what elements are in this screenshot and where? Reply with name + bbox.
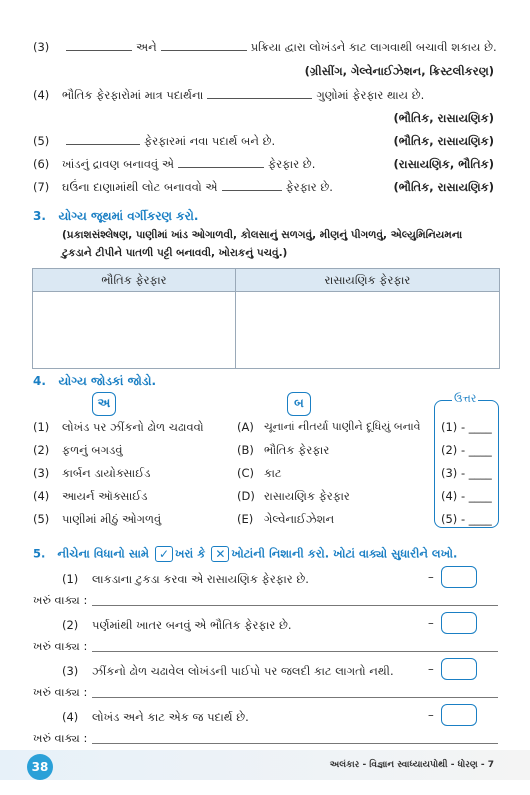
true-false-box[interactable] [441,612,477,634]
true-false-box[interactable] [441,566,477,588]
q5-line: ફેરફારમાં નવા પદાર્થ બને છે. [62,134,275,149]
q3-number: (3) [33,40,50,54]
answer-line[interactable] [92,743,498,744]
q3-blank-2[interactable] [161,49,247,51]
answer-line[interactable] [92,651,498,652]
answer-slot[interactable]: (2) - ____ [441,443,492,457]
statement-number: (4) [62,710,79,724]
answer-slot[interactable]: (1) - ____ [441,420,492,434]
statement-number: (1) [62,572,79,586]
dash: – [428,662,434,676]
header-chemical-change: રાસાયણિક ફેરફાર [235,269,499,292]
tick-icon: ✓ [155,546,173,562]
correct-sentence-label: ખરું વાક્ય : [33,639,88,653]
correct-sentence-label: ખરું વાક્ય : [33,731,88,745]
answer-slot[interactable]: (5) - ____ [441,512,492,526]
cross-icon: ✕ [211,546,229,562]
answer-line[interactable] [92,697,498,698]
q4-number: (4) [33,88,50,102]
q5-number: (5) [33,134,50,148]
statement-text: પર્ણમાંથી ખાતર બનવું એ ભૌતિક ફેરફાર છે. [92,618,292,632]
page-number: 38 [27,754,53,780]
q3-line: અને પ્રક્રિયા દ્વારા લોખંડને કાટ લાગવાથી બચાવી શકાય છે. [62,40,497,55]
dash: – [428,708,434,722]
q4-line: ભૌતિક ફેરફારોમાં માત્ર પદાર્થના ગુણોમાં ફેરફાર થાય છે. [62,88,425,102]
section-3-heading: 3. યોગ્ય જૂથમાં વર્ગીકરણ કરો. [33,209,199,223]
true-false-box[interactable] [441,658,477,680]
statement-number: (3) [62,664,79,678]
q6-blank[interactable] [178,166,264,168]
answer-line[interactable] [92,605,498,606]
answer-slot[interactable]: (3) - ____ [441,466,492,480]
physical-change-cell[interactable] [33,292,236,369]
statement-number: (2) [62,618,79,632]
q5-options: (ભૌતિક, રાસાયણિક) [393,134,494,148]
q6-line: ખાંડનું દ્રાવણ બનાવવું એ ફેરફાર છે. [62,157,316,171]
dash: – [428,616,434,630]
section-5-heading: 5. નીચેના વિધાનો સામે ✓ ખરાં કે ✕ ખોટાંની નિશાની કરો. ખોટાં વાક્યો સુધારીને લખો. [33,546,458,561]
column-b-label: બ [287,392,311,416]
q5-blank[interactable] [66,143,140,145]
section-4-heading: 4. યોગ્ય જોડકાં જોડો. [33,374,157,388]
correct-sentence-label: ખરું વાક્ય : [33,593,88,607]
section-3-items-line1: (પ્રકાશસંશ્લેષણ, પાણીમાં ખાંડ ઓગાળવી, કોલસાનું સળગવું, મીણનું પીગળવું, એલ્યુમિનિયમના [62,229,463,241]
classification-table [32,268,500,369]
column-a-label: અ [92,392,116,416]
true-false-box[interactable] [441,704,477,726]
q6-number: (6) [33,157,50,171]
q7-number: (7) [33,180,50,194]
chemical-change-cell[interactable] [235,292,499,369]
statement-text: લાકડાના ટુકડા કરવા એ રાસાયણિક ફેરફાર છે. [92,572,309,586]
header-physical-change: ભૌતિક ફેરફાર [33,269,236,292]
section-3-items-line2: ટુકડાને ટીપીને પાતળી પટ્ટી બનાવવી, ખોરાકનું પચવું.) [62,247,288,259]
q7-line: ઘઉંના દાણામાંથી લોટ બનાવવો એ ફેરફાર છે. [62,180,333,194]
statement-text: ઝીંકનો ઢોળ ચઢાવેલ લોખંડની પાઈપો પર જલદી કાટ લાગતો નથી. [92,664,394,678]
footer-book-title: અલંકાર - વિજ્ઞાન સ્વાધ્યાયપોથી - ધોરણ - 7 [329,760,494,770]
q7-options: (ભૌતિક, રાસાયણિક) [393,180,494,194]
q6-options: (રાસાયણિક, ભૌતિક) [393,157,494,171]
answer-slot[interactable]: (4) - ____ [441,489,492,503]
answer-label: ઉત્તર [454,392,477,405]
correct-sentence-label: ખરું વાક્ય : [33,685,88,699]
dash: – [428,570,434,584]
q4-blank[interactable] [207,97,312,99]
q4-options: (ભૌતિક, રાસાયણિક) [393,111,494,125]
q3-blank-1[interactable] [66,49,132,51]
q7-blank[interactable] [222,189,282,191]
statement-text: લોખંડ અને કાટ એક જ પદાર્થ છે. [92,710,249,724]
q3-options: (ગ્રીસીંગ, ગેલ્વેનાઈઝેશન, ક્રિસ્ટલીકરણ) [304,64,494,78]
